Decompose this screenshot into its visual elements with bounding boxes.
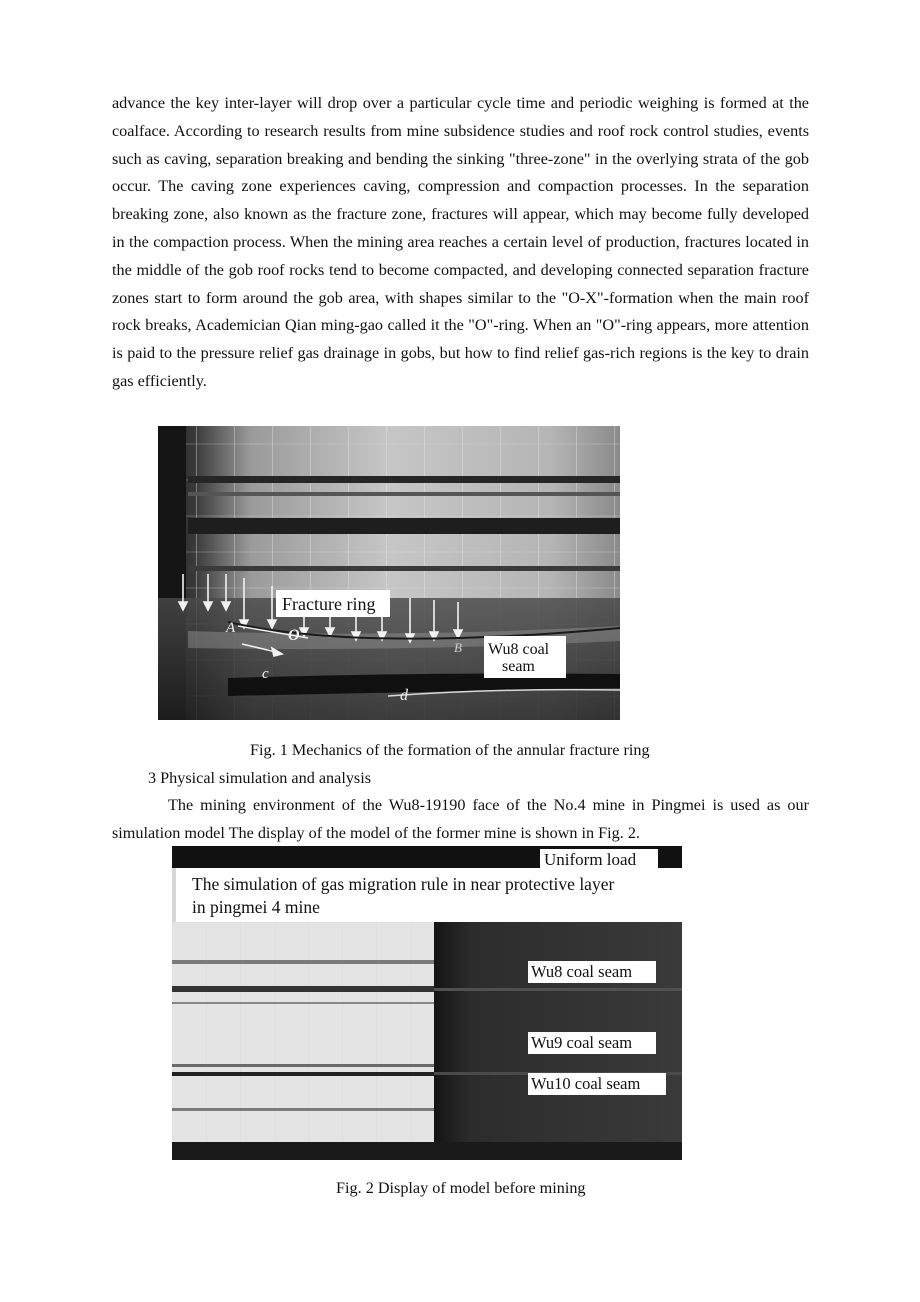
model-title-line1: The simulation of gas migration rule in near protective layer (192, 874, 615, 894)
wu9-seam-label: Wu9 coal seam (531, 1033, 633, 1052)
point-a-label: A (226, 620, 236, 636)
point-d-label: d (400, 687, 408, 704)
model-title-line2: in pingmei 4 mine (192, 897, 320, 917)
figure-1-image (158, 426, 620, 720)
body-paragraph-2 (112, 792, 809, 848)
uniform-load-label: Uniform load (544, 850, 637, 869)
wu10-seam-label: Wu10 coal seam (531, 1074, 641, 1093)
fracture-ring-label: Fracture ring (282, 594, 376, 614)
body-paragraph-2-text: The mining environment of the Wu8-19190 face of the No.4 mine in Pingmei is used as our simulation model The display of the model of the former mine is shown in Fig. 2. (112, 796, 809, 842)
point-o-label: O (288, 627, 300, 644)
body-paragraph-1: advance the key inter-layer will drop over a particular cycle time and periodic weighing is formed at the coalface. According to research results from mine subsidence studies and roof rock control studies, events such as caving, separation breaking and bending the sinking "three-zone" in the overlying strata of the gob occur. The caving zone experiences caving, compression and compaction processes. In the separation breaking zone, also known as the fracture zone, fractures will appear, which may become fully developed in the compaction process. When the mining area reaches a certain level of production, fractures located in the middle of the gob roof rocks tend to become compacted, and developing connected separation fracture zones start to form around the gob area, with shapes similar to the "O-X"-formation when the main roof rock breaks, Academician Qian ming-gao called it the "O"-ring. When an "O"-ring appears, more attention is paid to the pressure relief gas drainage in gobs, but how to find relief gas-rich regions is the key to drain gas efficiently. (112, 94, 809, 390)
point-c-label: c (262, 666, 269, 682)
figure-2-image (172, 846, 682, 1160)
figure-2-caption: Fig. 2 Display of model before mining (336, 1179, 586, 1197)
wu8-coal-seam-label-line2: seam (502, 658, 535, 675)
section-heading: 3 Physical simulation and analysis (148, 769, 372, 787)
figure-1-caption: Fig. 1 Mechanics of the formation of the annular fracture ring (250, 741, 650, 759)
wu8-seam-label: Wu8 coal seam (531, 962, 633, 981)
wu8-coal-seam-label-line1: Wu8 coal (488, 641, 550, 658)
point-b-label: B (454, 640, 462, 655)
